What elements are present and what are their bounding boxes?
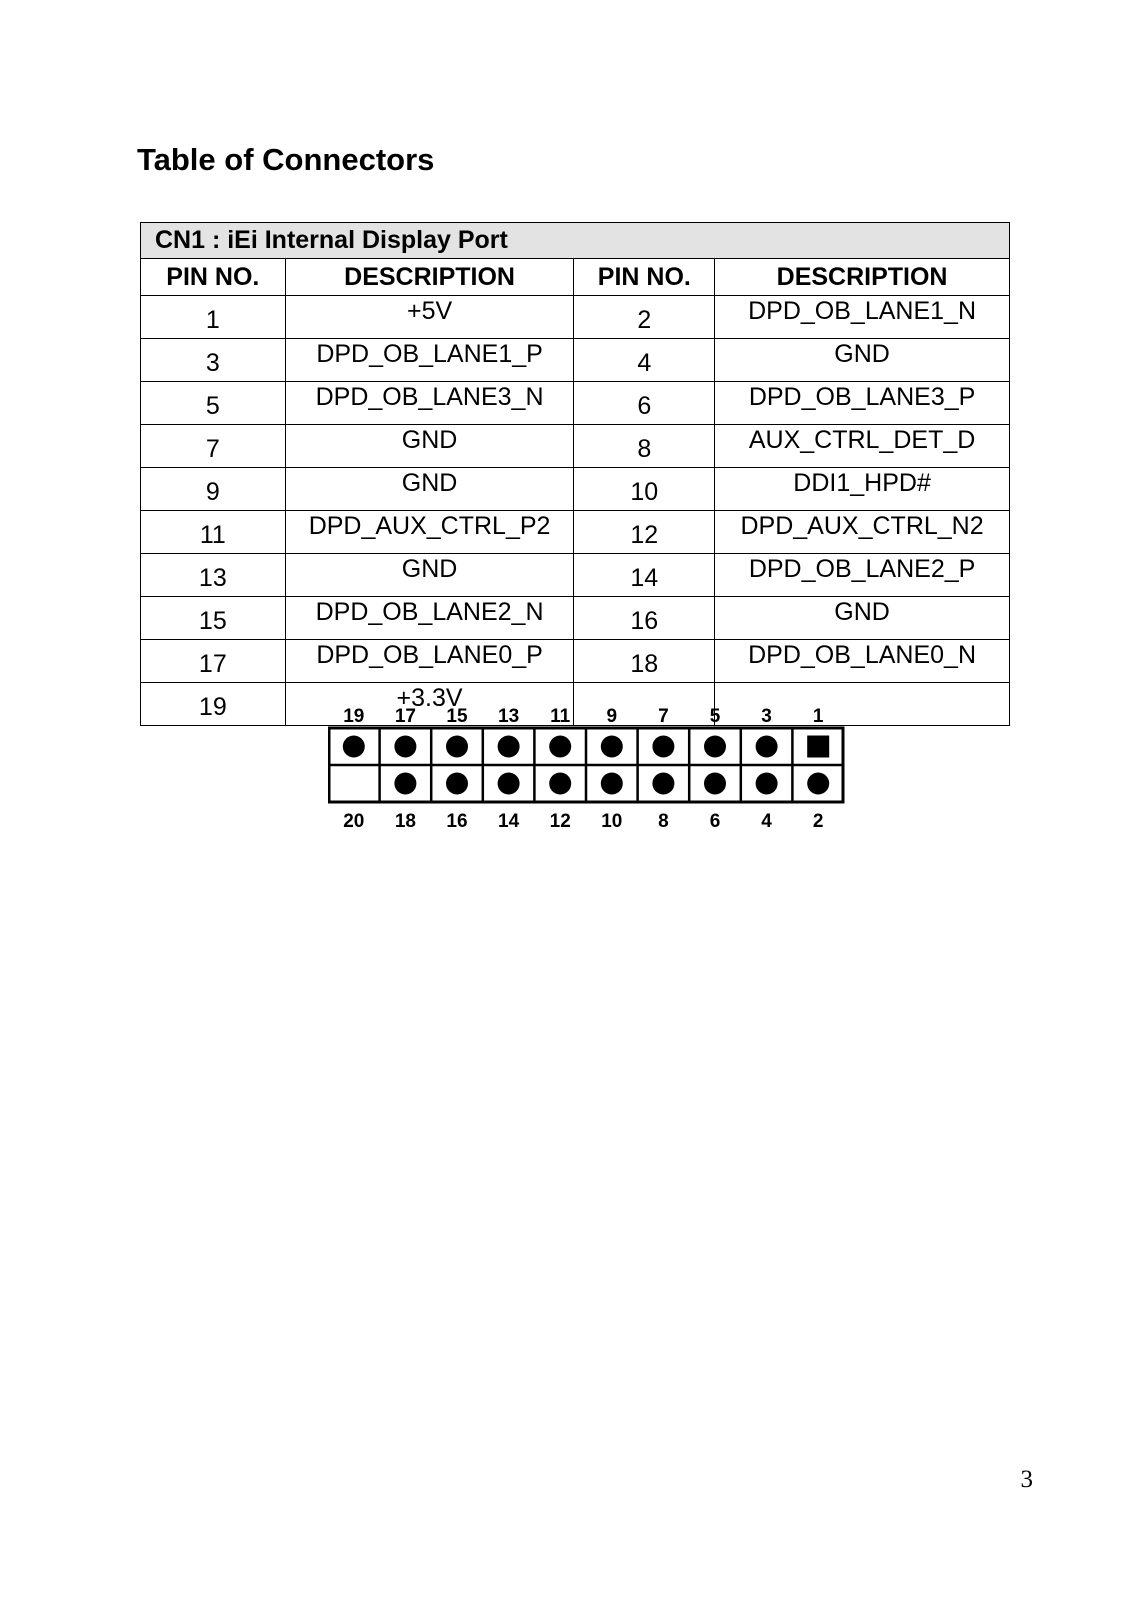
pin-description: DPD_OB_LANE1_P (285, 339, 574, 382)
pin-label-top: 17 (394, 706, 416, 727)
pin-number: 2 (574, 296, 715, 339)
pin-description: DPD_OB_LANE2_P (715, 554, 1010, 597)
pin-number: 18 (574, 640, 715, 683)
pin-label-top: 13 (498, 706, 520, 727)
pin-number: 19 (141, 683, 286, 726)
header-description: DESCRIPTION (285, 259, 574, 296)
pin-label-bottom: 8 (658, 811, 669, 832)
pin-number: 7 (141, 425, 286, 468)
pin-label-top: 7 (658, 706, 669, 727)
round-pin (498, 773, 520, 795)
pin-description: DPD_OB_LANE3_N (285, 382, 574, 425)
pin-description: DDI1_HPD# (715, 468, 1010, 511)
pin-number: 11 (141, 511, 286, 554)
pin-label-top: 11 (550, 706, 571, 727)
pin-description: GND (285, 468, 574, 511)
pin-description: DPD_OB_LANE0_P (285, 640, 574, 683)
pin-description: DPD_OB_LANE0_N (715, 640, 1010, 683)
connector-pin-diagram (328, 700, 846, 840)
pin-label-top: 1 (812, 706, 824, 727)
round-pin (704, 773, 726, 795)
pin-number: 17 (141, 640, 286, 683)
table-row (141, 425, 1010, 468)
page-number: 3 (1020, 1466, 1033, 1493)
table-row (141, 468, 1010, 511)
pin-number: 5 (141, 382, 286, 425)
table-row (141, 597, 1010, 640)
pin-description: +3.3V (285, 683, 574, 726)
pin-label-top: 5 (709, 706, 721, 727)
pin-description: AUX_CTRL_DET_D (715, 425, 1010, 468)
table-row (141, 511, 1010, 554)
pin-description: DPD_AUX_CTRL_P2 (285, 511, 574, 554)
pin-number: 12 (574, 511, 715, 554)
pin-label-top: 19 (343, 706, 365, 727)
pin-description: DPD_OB_LANE3_P (715, 382, 1010, 425)
pin-label-bottom: 16 (446, 811, 468, 832)
pin-label-bottom: 10 (601, 811, 623, 832)
round-pin (756, 736, 778, 758)
pin-number: 1 (141, 296, 286, 339)
pin-label-bottom: 4 (761, 811, 772, 832)
round-pin (807, 773, 829, 795)
header-pin-no: PIN NO. (141, 259, 286, 296)
table-caption-row (141, 223, 1010, 259)
pin-number: 10 (574, 468, 715, 511)
pin-number: 14 (574, 554, 715, 597)
header-description: DESCRIPTION (715, 259, 1010, 296)
pin-number: 16 (574, 597, 715, 640)
square-pin (807, 736, 829, 758)
table-row (141, 640, 1010, 683)
pin-description: DPD_OB_LANE2_N (285, 597, 574, 640)
pin-label-bottom: 2 (812, 811, 824, 832)
round-pin (601, 736, 623, 758)
pin-label-top: 9 (606, 706, 618, 727)
pin-label-bottom: 14 (498, 811, 520, 832)
table-row (141, 339, 1010, 382)
pin-label-top: 15 (446, 706, 468, 727)
table-caption: CN1 : iEi Internal Display Port (141, 223, 1010, 259)
table-row (141, 296, 1010, 339)
round-pin (704, 736, 726, 758)
pin-description: GND (285, 425, 574, 468)
round-pin (601, 773, 623, 795)
pin-number: 15 (141, 597, 286, 640)
pin-description: DPD_AUX_CTRL_N2 (715, 511, 1010, 554)
header-pin-no: PIN NO. (574, 259, 715, 296)
pin-description: GND (715, 339, 1010, 382)
pin-table (140, 222, 1010, 726)
pin-description: +5V (285, 296, 574, 339)
table-row (141, 382, 1010, 425)
round-pin (343, 736, 365, 758)
connector-labels (343, 706, 824, 832)
pin-number: 9 (141, 468, 286, 511)
pin-label-bottom: 18 (394, 811, 416, 832)
round-pin (446, 773, 468, 795)
table-header-row (141, 259, 1010, 296)
page-title: Table of Connectors (137, 142, 435, 177)
round-pin (652, 736, 674, 758)
table-row (141, 554, 1010, 597)
pin-label-top: 3 (761, 706, 772, 727)
pin-label-bottom: 6 (709, 811, 721, 832)
round-pin (394, 773, 416, 795)
pin-description: GND (285, 554, 574, 597)
pin-number: 3 (141, 339, 286, 382)
pin-number: 4 (574, 339, 715, 382)
round-pin (498, 736, 520, 758)
round-pin (394, 736, 416, 758)
pin-label-bottom: 20 (343, 811, 365, 832)
pin-description: GND (715, 597, 1010, 640)
pin-number: 8 (574, 425, 715, 468)
round-pin (756, 773, 778, 795)
pin-number: 13 (141, 554, 286, 597)
round-pin (549, 773, 571, 795)
round-pin (446, 736, 468, 758)
pin-label-bottom: 12 (549, 811, 571, 832)
round-pin (549, 736, 571, 758)
pin-number: 6 (574, 382, 715, 425)
pin-description: DPD_OB_LANE1_N (715, 296, 1010, 339)
round-pin (652, 773, 674, 795)
